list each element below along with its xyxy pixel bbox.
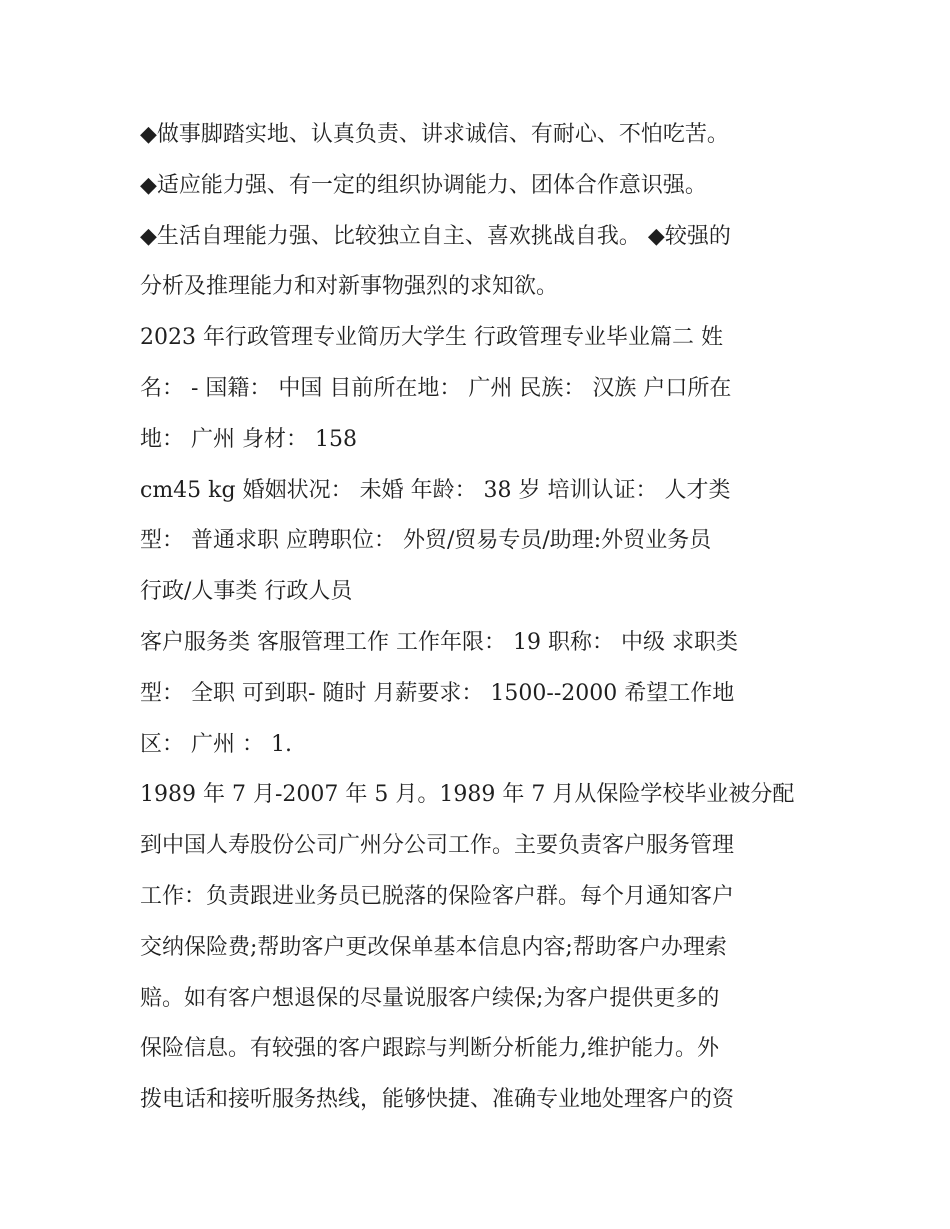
text-line: 分析及推理能力和对新事物强烈的求知欲。 — [140, 274, 559, 300]
text-line: cm45 kg 婚姻状况： 未婚 年龄： 38 岁 培训认证： 人才类 — [140, 477, 731, 503]
text-line: 客户服务类 客服管理工作 工作年限： 19 职称： 中级 求职类 — [140, 629, 738, 655]
text-line: 区： 广州 ： 1. — [140, 731, 292, 757]
text-line: ◆做事脚踏实地、认真负责、讲求诚信、有耐心、不怕吃苦。 — [140, 122, 729, 147]
text-line: 地： 广州 身材： 158 — [140, 426, 357, 452]
text-line: 保险信息。有较强的客户跟踪与判断分析能力,维护能力。外 — [140, 1036, 719, 1062]
text-line: ◆生活自理能力强、比较独立自主、喜欢挑战自我。 ◆较强的 — [140, 223, 731, 249]
document-body — [140, 110, 830, 1126]
text-line: 到中国人寿股份公司广州分公司工作。主要负责客户服务管理 — [140, 833, 735, 859]
text-line: ◆适应能力强、有一定的组织协调能力、团体合作意识强。 — [140, 172, 707, 198]
text-line: 型： 普通求职 应聘职位： 外贸/贸易专员/助理:外贸业务员 — [140, 528, 712, 554]
text-line: 工作：负责跟进业务员已脱落的保险客户群。每个月通知客户 — [140, 883, 735, 909]
text-line: 行政/人事类 行政人员 — [140, 579, 353, 605]
text-line: 1989 年 7 月-2007 年 5 月。1989 年 7 月从保险学校毕业被分配 — [140, 782, 795, 808]
text-line: 型： 全职 可到职- 随时 月薪要求： 1500--2000 希望工作地 — [140, 680, 735, 706]
text-line: 赔。如有客户想退保的尽量说服客户续保;为客户提供更多的 — [140, 985, 720, 1011]
text-line: 交纳保险费;帮助客户更改保单基本信息内容;帮助客户办理索 — [140, 934, 727, 960]
text-line: 2023 年行政管理专业简历大学生 行政管理专业毕业篇二 姓 — [140, 325, 723, 351]
text-line: 拨电话和接听服务热线，能够快捷、准确专业地处理客户的资 — [140, 1087, 735, 1113]
text-line: 名： - 国籍： 中国 目前所在地： 广州 民族： 汉族 户口所在 — [140, 375, 732, 401]
